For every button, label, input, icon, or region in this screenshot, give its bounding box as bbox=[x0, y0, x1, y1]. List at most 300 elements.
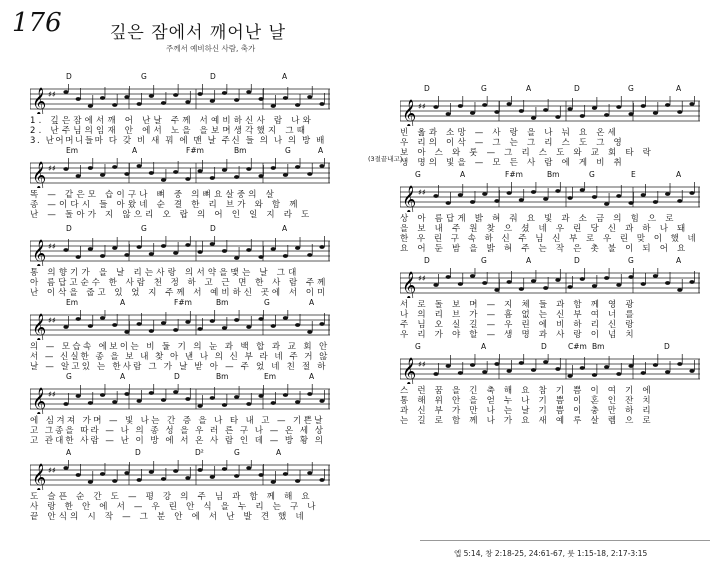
note-head bbox=[76, 97, 81, 101]
note-head bbox=[653, 111, 658, 115]
note-head bbox=[555, 115, 560, 119]
note-head bbox=[507, 102, 512, 106]
chord-symbol: C#m bbox=[568, 342, 587, 351]
note-head bbox=[137, 164, 142, 168]
chord-symbol: D bbox=[424, 256, 430, 265]
music-system bbox=[30, 224, 330, 298]
music-system bbox=[30, 72, 330, 146]
note-head bbox=[283, 316, 288, 320]
treble-clef-icon: 𝄞 bbox=[402, 271, 417, 298]
chord-symbol: D bbox=[210, 72, 216, 81]
lyrics-block bbox=[30, 116, 330, 146]
note-head bbox=[458, 282, 463, 286]
key-signature-icon: ♯♯ bbox=[48, 466, 56, 475]
lyric-line: 을 보 내 주 원 찾 으 셨 네 우 린 당 신 과 하 나 돼 bbox=[400, 224, 689, 234]
lyric-line: 아 름답고순수 한 사람 천 정 하 고 근 면 한 사 람 주께 bbox=[30, 278, 329, 288]
note-head bbox=[433, 194, 438, 198]
chord-symbol: A bbox=[276, 448, 282, 457]
music-staff bbox=[30, 384, 330, 414]
note-head bbox=[185, 243, 190, 247]
note-head bbox=[295, 246, 300, 250]
chord-symbol: D bbox=[541, 342, 547, 351]
lyric-line: 요 어 둔 밤 을 밝 혀 주 는 작 은 촛 불 이 되 어 요 bbox=[400, 244, 689, 254]
chord-symbol: A bbox=[526, 84, 532, 93]
note-head bbox=[210, 475, 215, 479]
note-head bbox=[258, 317, 263, 321]
note-head bbox=[63, 248, 68, 252]
note-head bbox=[271, 104, 276, 108]
note-head bbox=[470, 200, 475, 204]
note-head bbox=[319, 478, 324, 482]
note-head bbox=[295, 400, 300, 404]
note-head bbox=[567, 107, 572, 111]
note-head bbox=[482, 103, 487, 107]
note-head bbox=[173, 328, 178, 332]
key-signature-icon: ♯♯ bbox=[48, 390, 56, 399]
note-head bbox=[137, 322, 142, 326]
note-head bbox=[258, 473, 263, 477]
note-head bbox=[88, 104, 93, 108]
note-head bbox=[100, 393, 105, 397]
key-signature-icon: ♯♯ bbox=[418, 360, 426, 369]
note-head bbox=[494, 362, 499, 366]
hymn-title: 깊은 잠에서 깨어난 날 bbox=[110, 23, 287, 43]
note-head bbox=[100, 254, 105, 258]
note-head bbox=[222, 467, 227, 471]
note-head bbox=[307, 172, 312, 176]
lyrics-block bbox=[30, 268, 330, 298]
note-head bbox=[604, 202, 609, 206]
note-head bbox=[677, 288, 682, 292]
note-head bbox=[446, 112, 451, 116]
lyric-line: 난 — 돌아가 지 않으리 오 랍 의 어 인 일 지 라 도 bbox=[30, 210, 313, 220]
note-head bbox=[88, 247, 93, 251]
note-head bbox=[222, 91, 227, 95]
chord-symbol: A bbox=[120, 298, 126, 307]
note-head bbox=[580, 366, 585, 370]
note-head bbox=[210, 176, 215, 180]
note-head bbox=[161, 101, 166, 105]
note-head bbox=[604, 276, 609, 280]
chord-symbol: D bbox=[66, 224, 72, 233]
note-head bbox=[482, 281, 487, 285]
chord-symbol: G bbox=[234, 448, 240, 457]
note-head bbox=[319, 245, 324, 249]
note-head bbox=[161, 398, 166, 402]
note-head bbox=[641, 282, 646, 286]
note-head bbox=[307, 330, 312, 334]
note-head bbox=[197, 327, 202, 331]
note-head bbox=[628, 275, 633, 279]
key-signature-icon: ♯♯ bbox=[48, 164, 56, 173]
note-head bbox=[531, 190, 536, 194]
note-head bbox=[173, 170, 178, 174]
chord-symbol: A bbox=[132, 146, 138, 155]
note-head bbox=[63, 402, 68, 406]
note-head bbox=[76, 394, 81, 398]
chord-row bbox=[30, 146, 330, 156]
note-head bbox=[112, 103, 117, 107]
chord-symbol: F#m bbox=[505, 170, 523, 179]
note-head bbox=[246, 90, 251, 94]
lyric-line: 한 우 린 구 속 하 신 주 님 신 부 로 우 린 맞 이 했 네 bbox=[400, 234, 699, 244]
chord-symbol: A bbox=[282, 72, 288, 81]
chord-symbol: E bbox=[631, 170, 636, 179]
note-head bbox=[592, 195, 597, 199]
note-head bbox=[246, 325, 251, 329]
note-head bbox=[173, 251, 178, 255]
note-head bbox=[555, 278, 560, 282]
chord-symbol: A bbox=[309, 298, 315, 307]
note-head bbox=[234, 395, 239, 399]
note-head bbox=[470, 111, 475, 115]
note-head bbox=[307, 471, 312, 475]
note-head bbox=[124, 172, 129, 176]
note-head bbox=[222, 326, 227, 330]
note-head bbox=[222, 403, 227, 407]
chord-symbol: A bbox=[676, 84, 682, 93]
lyric-line: 3. 난어머니들마 다 갖 비 새 꿔 에 맨 날 주신 들 의 나 의 방 배 bbox=[30, 136, 326, 146]
verse-tag: (3절끝내고) bbox=[368, 155, 403, 163]
lyric-line: 똑 — 같은모 습이구나 뼈 중 의뼈요살중의 살 bbox=[30, 190, 278, 200]
note-head bbox=[295, 103, 300, 107]
chord-symbol: A bbox=[676, 170, 682, 179]
note-head bbox=[88, 166, 93, 170]
chord-row bbox=[30, 224, 330, 234]
music-staff bbox=[30, 236, 330, 266]
note-head bbox=[677, 362, 682, 366]
note-head bbox=[307, 95, 312, 99]
lyric-line: 난 이삭을 줍고 있 었 지 주께 서 예비하신 곳에 서 이미 bbox=[30, 288, 329, 298]
note-head bbox=[494, 288, 499, 292]
chord-symbol: G bbox=[415, 342, 421, 351]
note-head bbox=[185, 476, 190, 480]
note-head bbox=[507, 191, 512, 195]
note-head bbox=[161, 477, 166, 481]
lyric-line: 에 심겨져 가며 — 빛 나는 간 증 을 나 타 내 고 — 기쁜날 bbox=[30, 416, 325, 426]
note-head bbox=[592, 106, 597, 110]
chord-symbol: A bbox=[676, 256, 682, 265]
music-system bbox=[30, 298, 330, 372]
music-staff bbox=[30, 158, 330, 188]
note-head bbox=[665, 192, 670, 196]
note-head bbox=[283, 254, 288, 258]
note-head bbox=[519, 361, 524, 365]
chord-symbol: G bbox=[141, 72, 147, 81]
note-head bbox=[628, 112, 633, 116]
chord-symbol: Em bbox=[264, 372, 277, 381]
note-head bbox=[271, 324, 276, 328]
chord-symbol: G bbox=[628, 256, 634, 265]
music-system bbox=[400, 256, 700, 340]
chord-symbol: A bbox=[318, 146, 324, 155]
chord-symbol: Bm bbox=[547, 170, 560, 179]
note-head bbox=[149, 94, 154, 98]
music-staff bbox=[400, 354, 700, 384]
lyric-line: 우 리의 이삭 — 그 는 그 리 스 도 그 영 bbox=[400, 138, 625, 148]
treble-clef-icon: 𝄞 bbox=[32, 463, 47, 490]
chord-row bbox=[400, 170, 700, 180]
chord-symbol: A bbox=[66, 448, 72, 457]
music-system bbox=[400, 84, 700, 168]
lyric-line: 날 — 알고있 는 한사람 그 가 날 받 아 — 주 었 네 친 절 하 bbox=[30, 362, 328, 372]
treble-clef-icon: 𝄞 bbox=[402, 357, 417, 384]
note-head bbox=[246, 167, 251, 171]
music-staff bbox=[400, 268, 700, 298]
note-head bbox=[222, 168, 227, 172]
note-head bbox=[307, 253, 312, 257]
chord-symbol: D bbox=[66, 72, 72, 81]
chord-row bbox=[30, 298, 330, 308]
note-head bbox=[689, 191, 694, 195]
note-head bbox=[197, 250, 202, 254]
lyrics-block bbox=[400, 386, 700, 426]
note-head bbox=[295, 165, 300, 169]
note-head bbox=[76, 255, 81, 259]
music-system bbox=[400, 170, 700, 254]
chord-symbol: F#m bbox=[174, 298, 192, 307]
lyrics-block bbox=[30, 342, 330, 372]
chord-symbol: A bbox=[481, 342, 487, 351]
note-head bbox=[100, 472, 105, 476]
lyrics-block bbox=[30, 416, 330, 446]
note-head bbox=[580, 277, 585, 281]
note-head bbox=[665, 103, 670, 107]
note-head bbox=[592, 373, 597, 377]
chord-symbol: G bbox=[141, 224, 147, 233]
note-head bbox=[531, 368, 536, 372]
chord-symbol: G bbox=[415, 170, 421, 179]
lyric-line: 통 의향기가 을 날 리는사랑 의서약을맺는 날 그대 bbox=[30, 268, 300, 278]
note-head bbox=[76, 174, 81, 178]
treble-clef-icon: 𝄞 bbox=[32, 161, 47, 188]
note-head bbox=[531, 116, 536, 120]
note-head bbox=[665, 281, 670, 285]
note-head bbox=[271, 247, 276, 251]
music-staff bbox=[30, 84, 330, 114]
treble-clef-icon: 𝄞 bbox=[32, 313, 47, 340]
lyric-line: 상 아 름답게 밝 혀 줘 요 빛 과 소 금 의 힘 으 로 bbox=[400, 214, 677, 224]
note-head bbox=[433, 283, 438, 287]
chord-symbol: D bbox=[664, 342, 670, 351]
note-head bbox=[677, 110, 682, 114]
note-head bbox=[76, 317, 81, 321]
lyric-line: 과 신 부 가 만 나 는 날 기 쁨 이 충 만 하 리 bbox=[400, 406, 654, 416]
note-head bbox=[234, 474, 239, 478]
note-head bbox=[319, 322, 324, 326]
note-head bbox=[173, 469, 178, 473]
chord-row bbox=[30, 448, 330, 458]
note-head bbox=[137, 245, 142, 249]
treble-clef-icon: 𝄞 bbox=[32, 239, 47, 266]
lyrics-block bbox=[400, 214, 700, 254]
note-head bbox=[507, 280, 512, 284]
note-head bbox=[137, 399, 142, 403]
note-head bbox=[210, 242, 215, 246]
chord-symbol: Bm bbox=[216, 372, 229, 381]
lyrics-block bbox=[30, 492, 330, 522]
note-head bbox=[197, 92, 202, 96]
note-head bbox=[185, 397, 190, 401]
note-head bbox=[653, 200, 658, 204]
note-head bbox=[592, 284, 597, 288]
note-head bbox=[124, 330, 129, 334]
chord-symbol: G bbox=[628, 84, 634, 93]
note-head bbox=[246, 402, 251, 406]
chord-symbol: D² bbox=[195, 448, 204, 457]
chord-symbol: Bm bbox=[216, 298, 229, 307]
key-signature-icon: ♯♯ bbox=[418, 102, 426, 111]
note-head bbox=[271, 401, 276, 405]
lyric-line: 도 슬픈 순 간 도 — 평 강 의 주 님 과 함 께 해 요 bbox=[30, 492, 313, 502]
note-head bbox=[446, 201, 451, 205]
key-signature-icon: ♯♯ bbox=[48, 242, 56, 251]
lyric-line: 의 — 모습속 에보이는 비 둘 기 의 눈 과 백 합 과 교 회 안 bbox=[30, 342, 330, 352]
lyric-line: 우 리 가 야 할 — 생 명 과 사 랑 이 넘 치 bbox=[400, 330, 637, 340]
note-head bbox=[604, 365, 609, 369]
note-head bbox=[149, 329, 154, 333]
note-head bbox=[112, 165, 117, 169]
chord-symbol: D bbox=[210, 224, 216, 233]
note-head bbox=[185, 100, 190, 104]
chord-symbol: A bbox=[526, 256, 532, 265]
note-head bbox=[580, 188, 585, 192]
note-head bbox=[283, 393, 288, 397]
chord-symbol: D bbox=[574, 84, 580, 93]
note-head bbox=[567, 196, 572, 200]
note-head bbox=[295, 323, 300, 327]
note-head bbox=[112, 323, 117, 327]
note-head bbox=[161, 178, 166, 182]
note-head bbox=[210, 319, 215, 323]
note-head bbox=[63, 90, 68, 94]
note-head bbox=[458, 193, 463, 197]
lyrics-block bbox=[400, 300, 700, 340]
lyric-line: 1. 깊은잠에서깨 어 난날 주께 서예비하신사 람 나와 bbox=[30, 116, 315, 126]
chord-symbol: A bbox=[120, 372, 126, 381]
note-head bbox=[446, 364, 451, 368]
note-head bbox=[63, 167, 68, 171]
note-head bbox=[258, 394, 263, 398]
chord-symbol: D bbox=[424, 84, 430, 93]
note-head bbox=[149, 391, 154, 395]
note-head bbox=[283, 472, 288, 476]
note-head bbox=[494, 199, 499, 203]
chord-row bbox=[400, 84, 700, 94]
lyric-line: 2. 난주님의임재 안 에서 노을 을보며생각했지 그때 bbox=[30, 126, 309, 136]
note-head bbox=[616, 372, 621, 376]
key-signature-icon: ♯♯ bbox=[48, 90, 56, 99]
note-head bbox=[628, 364, 633, 368]
note-head bbox=[519, 198, 524, 202]
note-head bbox=[234, 256, 239, 260]
chord-symbol: F#m bbox=[186, 146, 204, 155]
hymn-number: 176 bbox=[12, 8, 62, 38]
note-head bbox=[124, 471, 129, 475]
chord-symbol: Em bbox=[66, 298, 79, 307]
note-head bbox=[100, 173, 105, 177]
key-signature-icon: ♯♯ bbox=[48, 316, 56, 325]
note-head bbox=[458, 104, 463, 108]
note-head bbox=[234, 318, 239, 322]
lyric-line: 사 랑 한 안 에 서 — 우 린 안 식 을 누 리 는 구 나 bbox=[30, 502, 319, 512]
note-head bbox=[124, 95, 129, 99]
chord-symbol: A bbox=[282, 224, 288, 233]
note-head bbox=[137, 478, 142, 482]
lyric-line: 서 — 신실한 종 을 보 내 찾 아 낸 나 의 신 부 라 네 주 거 않 bbox=[30, 352, 330, 362]
lyric-line: 고 관대한 사람 — 난 이 방 에 서 온 사 람 인 데 — 방 황 의 bbox=[30, 436, 325, 446]
chord-symbol: Bm bbox=[234, 146, 247, 155]
note-head bbox=[149, 470, 154, 474]
note-head bbox=[689, 280, 694, 284]
note-head bbox=[112, 479, 117, 483]
note-head bbox=[197, 169, 202, 173]
note-head bbox=[307, 392, 312, 396]
note-head bbox=[616, 105, 621, 109]
lyric-line: 종 —이다시 들 아왔네 순 결 한 리 브가 와 함 께 bbox=[30, 200, 301, 210]
note-head bbox=[616, 194, 621, 198]
lyric-line: 끝 안식의 시 작 — 그 분 안 에 서 난 발 견 했 네 bbox=[30, 512, 307, 522]
music-system bbox=[400, 342, 700, 426]
treble-clef-icon: 𝄞 bbox=[32, 87, 47, 114]
note-head bbox=[519, 287, 524, 291]
note-head bbox=[100, 316, 105, 320]
note-head bbox=[63, 325, 68, 329]
note-head bbox=[641, 104, 646, 108]
note-head bbox=[88, 480, 93, 484]
note-head bbox=[185, 320, 190, 324]
note-head bbox=[616, 283, 621, 287]
lyric-line: 생 명의 빛을 — 모 든 사 람 에 게 비 취 bbox=[400, 158, 625, 168]
lyric-line: 서 로 돌 보 며 — 지 체 들 과 함 께 영 광 bbox=[400, 300, 637, 310]
chord-symbol: A bbox=[460, 170, 466, 179]
music-staff bbox=[30, 460, 330, 490]
note-head bbox=[210, 99, 215, 103]
note-head bbox=[88, 324, 93, 328]
note-head bbox=[677, 199, 682, 203]
lyric-line: 주 님 오 실 길 — 우 린 에 비 하 리 신 랑 bbox=[400, 320, 637, 330]
note-head bbox=[88, 401, 93, 405]
note-head bbox=[185, 177, 190, 181]
lyrics-block bbox=[30, 190, 330, 220]
chord-symbol: G bbox=[285, 146, 291, 155]
note-head bbox=[210, 396, 215, 400]
lyric-line: 보 아 스 와 룻 — 그 리 스 도 와 교 회 타 락 bbox=[400, 148, 655, 158]
lyric-line: 고 그종을 따라 — 나 의 종 성 을 우 러 른 구 나 — 온 세 상 bbox=[30, 426, 325, 436]
note-head bbox=[149, 171, 154, 175]
chord-symbol: Em bbox=[66, 146, 79, 155]
note-head bbox=[246, 466, 251, 470]
note-head bbox=[580, 114, 585, 118]
music-staff bbox=[400, 182, 700, 212]
note-head bbox=[149, 252, 154, 256]
note-head bbox=[283, 173, 288, 177]
note-head bbox=[271, 480, 276, 484]
note-head bbox=[653, 274, 658, 278]
note-head bbox=[246, 248, 251, 252]
note-head bbox=[665, 370, 670, 374]
note-head bbox=[555, 367, 560, 371]
chord-symbol: G bbox=[589, 170, 595, 179]
note-head bbox=[319, 399, 324, 403]
note-head bbox=[197, 468, 202, 472]
note-head bbox=[519, 109, 524, 113]
note-head bbox=[100, 96, 105, 100]
music-staff bbox=[30, 310, 330, 340]
note-head bbox=[641, 371, 646, 375]
hymn-subtitle: 주께서 예비하신 사람, 축가 bbox=[166, 44, 256, 53]
music-system bbox=[30, 372, 330, 446]
